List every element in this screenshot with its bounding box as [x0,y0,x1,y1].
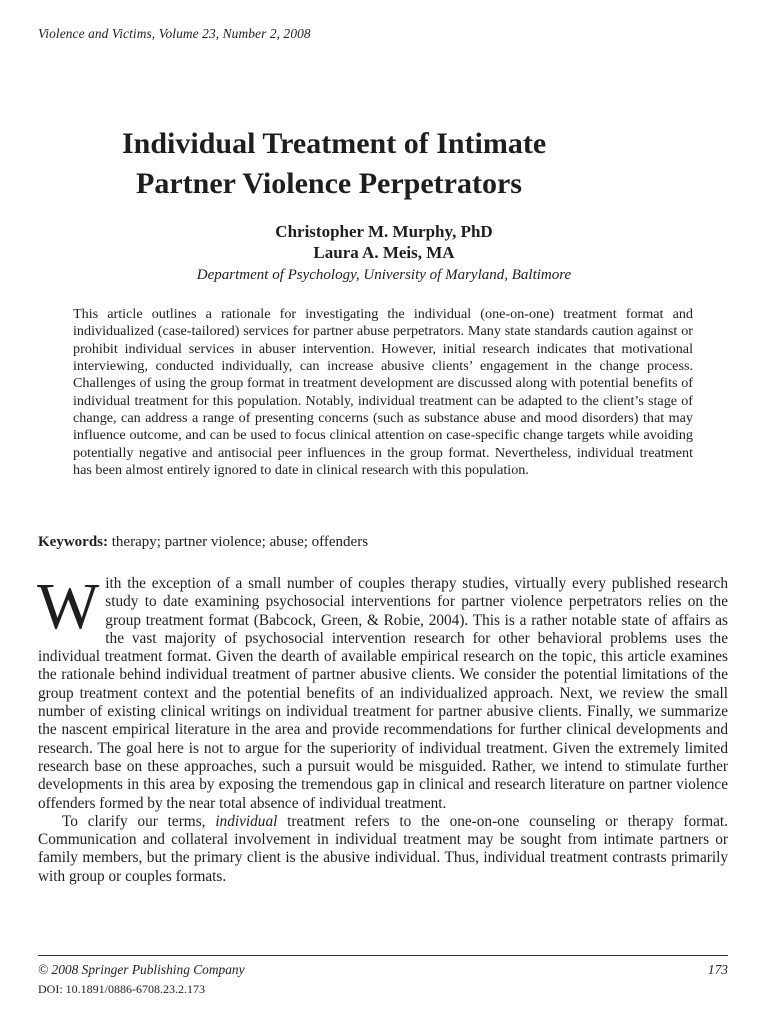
paragraph-1-text: ith the exception of a small number of couples therapy studies, virtually every published research study to date examining psychosocial interventions for partner violence perpetrators relies on the group treatment format (Babcock, Green, & Robie, 2004). This is a rather notable state of affairs as the vast majority of psychosocial intervention research for other behavioral problems uses the individual treatment format. Given the dearth of available empirical research on the topic, this article examines the rationale behind individual treatment of partner abusive clients. We consider the potential limitations of the group treatment context and the potential benefits of an individualized approach. Next, we review the small number of existing clinical writings on individual treatment for partner abusive clients. Finally, we summarize the nascent empirical literature in the area and provide recommendations for further clinical developments and research. The goal here is not to argue for the superiority of individual treatment. Given the extremely limited research base on these approaches, such a pursuit would be misguided. Rather, we intend to stimulate further developments in this area by exposing the tremendous gap in clinical and research literature on partner violence offenders formed by the near total absence of individual treatment. [38,575,728,812]
body-paragraph-1 [37,570,728,813]
paragraph-2-start: To clarify our terms, [62,812,216,830]
drop-cap: W [37,570,100,643]
keywords-label: Keywords: [38,534,108,550]
body-text [37,570,729,886]
keywords-text: therapy; partner violence; abuse; offenders [108,534,369,550]
keywords [38,534,728,551]
abstract: This article outlines a rationale for investigating the individual (one-on-one) treatment format and individualized (case-tailored) services for partner abuse perpetrators. Many state standards caution against or prohibit individual services in abuser intervention. However, initial research indicates that motivational interviewing, conducted individually, can increase abusive clients’ engagement in the change process. Challenges of using the group format in treatment development are discussed along with potential benefits of individual treatment for this population. Notably, individual treatment can be adapted to the client’s stage of change, can address a range of presenting concerns (such as substance abuse and mood disorders) that may influence outcome, and can be used to focus clinical attention on case-specific change targets while avoiding potentially negative and antisocial peer influences in the group format. Nevertheless, individual treatment has been almost entirely ignored to date in clinical research with this population. [73,306,693,479]
article-title [110,124,690,204]
doi: DOI: 10.1891/0886-6708.23.2.173 [38,982,205,996]
paragraph-2-rest: treatment refers to the one-on-one counseling or therapy format. Communication and collateral involvement in individual treatment may be sought from intimate partners or family members, but the primary client is the abusive individual. Thus, individual treatment contrasts primarily with group or couples formats. [38,812,729,885]
running-head: Violence and Victims, Volume 23, Number 2, 2008 [38,26,311,41]
page-number: 173 [707,962,728,977]
affiliation: Department of Psychology, University of Maryland, Baltimore [196,267,572,283]
footer-rule [38,955,728,956]
title-line-2: Partner Violence Perpetrators [136,167,522,200]
author-2: Laura A. Meis, MA [313,243,455,262]
author-1: Christopher M. Murphy, PhD [275,222,493,241]
body-paragraph-2 [38,813,728,886]
copyright: © 2008 Springer Publishing Company [38,962,245,977]
emphasis-individual: individual [215,812,278,830]
title-line-1: Individual Treatment of Intimate [122,127,547,160]
author-list [0,221,768,263]
